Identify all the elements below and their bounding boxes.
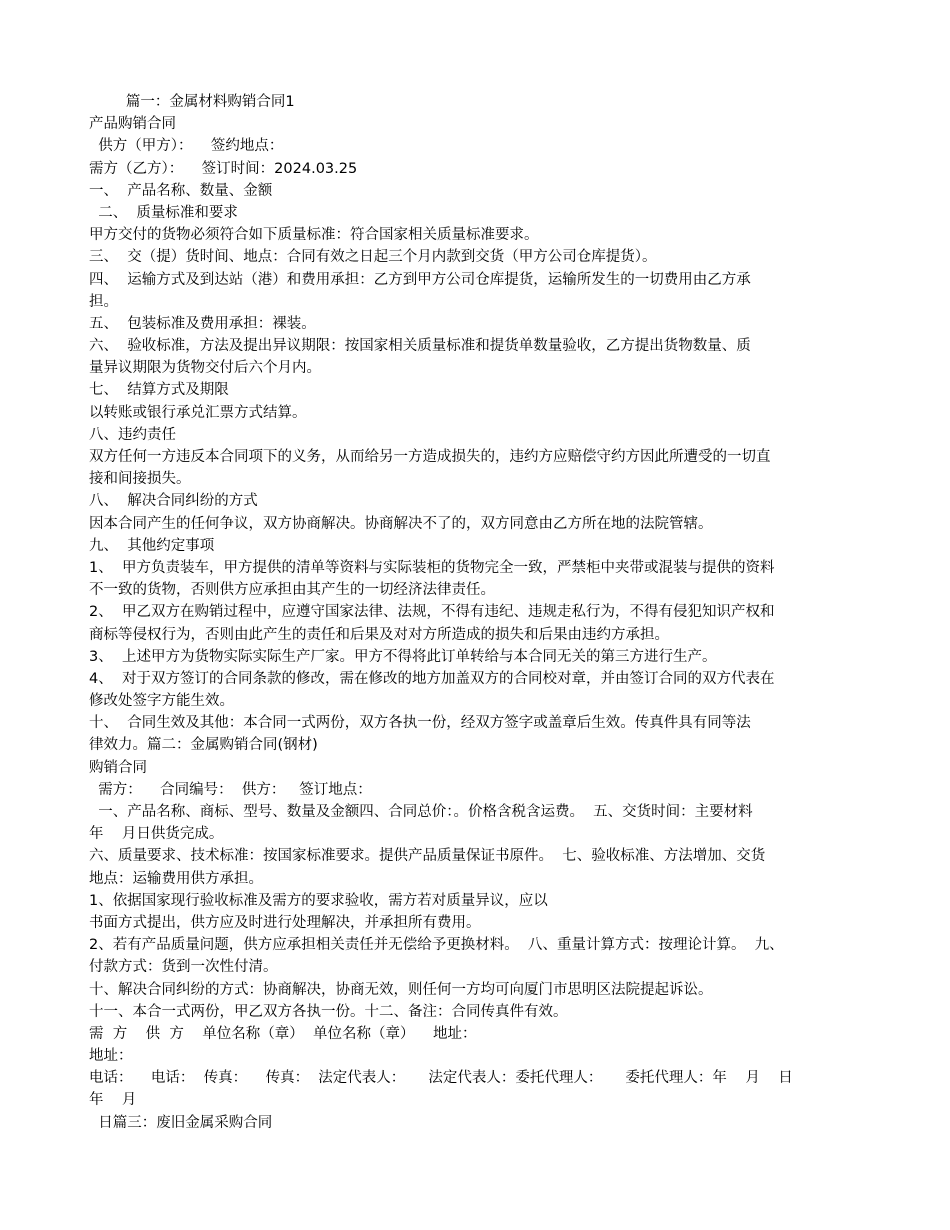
document-line: 4、 对于双方签订的合同条款的修改，需在修改的地方加盖双方的合同校对章，并由签订合同的双方代表在 — [89, 670, 775, 687]
document-line: 需方： 合同编号： 供方： 签订地点： — [89, 781, 372, 798]
document-line: 购销合同 — [89, 759, 147, 776]
document-line: 四、 运输方式及到达站（港）和费用承担：乙方到甲方公司仓库提货，运输所发生的一切费用由乙方承 — [89, 271, 751, 288]
document-line: 电话： 电话： 传真： 传真： 法定代表人： 法定代表人：委托代理人： 委托代理人：年 月 日 — [89, 1070, 793, 1087]
document-line: 需 方 供 方 单位名称（章） 单位名称（章） 地址： — [89, 1025, 477, 1042]
document-line: 七、 结算方式及期限 — [89, 382, 229, 399]
document-line: 九、 其他约定事项 — [89, 537, 215, 554]
document-line: 接和间接损失。 — [89, 471, 191, 488]
document-line: 3、 上述甲方为货物实际实际生产厂家。甲方不得将此订单转给与本合同无关的第三方进行生产。 — [89, 648, 717, 665]
document-line: 书面方式提出，供方应及时进行处理解决，并承担所有费用。 — [89, 914, 481, 931]
document-line: 十、 合同生效及其他：本合同一式两份，双方各执一份，经双方签字或盖章后生效。传真件具有同等法 — [89, 715, 751, 732]
document-line: 二、 质量标准和要求 — [89, 204, 238, 221]
document-line: 甲方交付的货物必须符合如下质量标准：符合国家相关质量标准要求。 — [89, 227, 539, 244]
document-line: 量异议期限为货物交付后六个月内。 — [89, 360, 321, 377]
document-line: 六、质量要求、技术标准：按国家标准要求。提供产品质量保证书原件。 七、验收标准、方法增加、交货 — [89, 848, 766, 865]
document-line: 八、违约责任 — [89, 426, 176, 443]
document-line: 1、 甲方负责装车，甲方提供的清单等资料与实际装柜的货物完全一致，严禁柜中夹带或混装与提供的资料 — [89, 559, 775, 576]
document-line: 2、 甲乙双方在购销过程中，应遵守国家法律、法规，不得有违纪、违规走私行为，不得有侵犯知识产权和 — [89, 604, 775, 621]
document-line: 不一致的货物，否则供方应承担由其产生的一切经济法律责任。 — [89, 582, 495, 599]
document-line: 五、 包装标准及费用承担：裸装。 — [89, 315, 316, 332]
document-line: 2、若有产品质量问题，供方应承担相关责任并无偿给予更换材料。 八、重量计算方式：按理论计算。 九、 — [89, 937, 784, 954]
document-line: 日篇三：废旧金属采购合同 — [89, 1114, 273, 1131]
document-line: 双方任何一方违反本合同项下的义务，从而给另一方造成损失的，违约方应赔偿守约方因此所遭受的一切直 — [89, 449, 771, 465]
document-line: 一、产品名称、商标、型号、数量及金额四、合同总价：。价格含税含运费。 五、交货时间：主要材料 — [89, 804, 753, 820]
document-line: 以转账或银行承兑汇票方式结算。 — [89, 404, 307, 421]
document-line: 年 月 — [89, 1092, 137, 1109]
document-line: 产品购销合同 — [89, 116, 176, 133]
document-line: 修改处签字方能生效。 — [89, 693, 234, 710]
document-line: 供方（甲方）： 签约地点： — [89, 138, 284, 155]
document-body — [89, 91, 869, 1134]
document-line: 1、依据国家现行验收标准及需方的要求验收，需方若对质量异议，应以 — [89, 892, 548, 909]
document-line: 需方（乙方）： 签订时间：2024.03.25 — [89, 160, 358, 177]
document-line: 八、 解决合同纠纷的方式 — [89, 493, 258, 510]
document-line: 篇一：金属材料购销合同1 — [89, 94, 295, 110]
document-line: 因本合同产生的任何争议，双方协商解决。协商解决不了的，双方同意由乙方所在地的法院管辖。 — [89, 515, 713, 532]
document-line: 商标等侵权行为，否则由此产生的责任和后果及对对方所造成的损失和后果由违约方承担。 — [89, 626, 669, 643]
document-line: 一、 产品名称、数量、金额 — [89, 182, 273, 199]
document-line: 付款方式：货到一次性付清。 — [89, 959, 278, 976]
document-line: 六、 验收标准，方法及提出异议期限：按国家相关质量标准和提货单数量验收，乙方提出货物数量、质 — [89, 338, 751, 355]
document-line: 地点：运输费用供方承担。 — [89, 870, 263, 887]
document-line: 三、 交（提）货时间、地点：合同有效之日起三个月内款到交货（甲方公司仓库提货）。 — [89, 249, 657, 266]
document-line: 担。 — [89, 293, 118, 310]
document-line: 十一、本合一式两份，甲乙双方各执一份。十二、备注：合同传真件有效。 — [89, 1003, 568, 1020]
document-line: 律效力。篇二：金属购销合同(钢材) — [89, 737, 318, 754]
document-line: 年 月日供货完成。 — [89, 826, 224, 843]
document-line: 十、解决合同纠纷的方式：协商解决，协商无效，则任何一方均可向厦门市思明区法院提起诉讼。 — [89, 981, 713, 998]
document-line: 地址： — [89, 1048, 133, 1065]
